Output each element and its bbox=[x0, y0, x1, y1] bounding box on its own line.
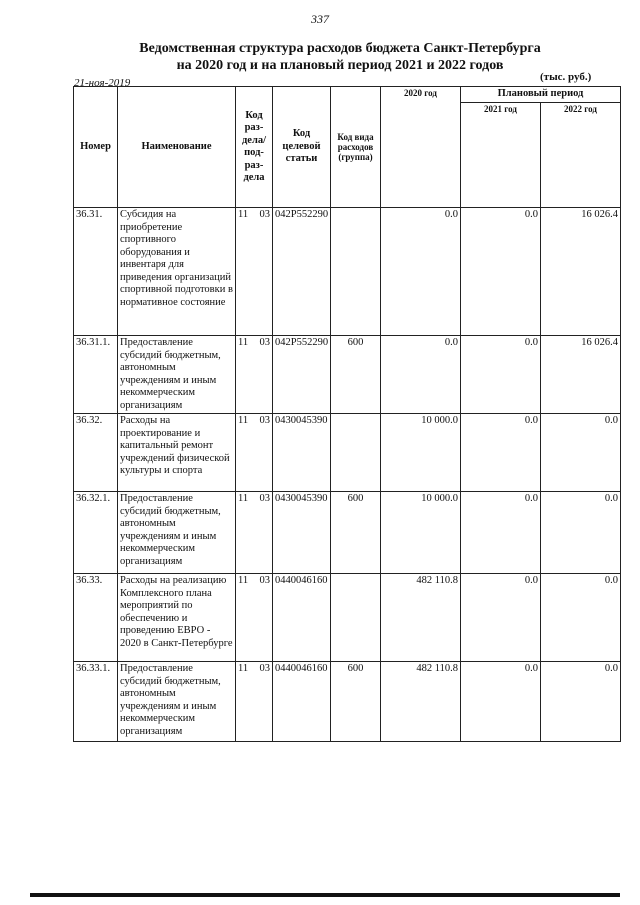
row-subsection-code: 03 bbox=[259, 415, 270, 426]
row-section bbox=[236, 574, 273, 662]
row-type bbox=[331, 414, 381, 492]
row-target: 042P552290 bbox=[273, 336, 331, 414]
row-subsection-code: 03 bbox=[259, 663, 270, 674]
row-2020: 10 000.0 bbox=[381, 492, 461, 574]
row-section-code: 11 bbox=[238, 415, 249, 426]
row-target: 0430045390 bbox=[273, 414, 331, 492]
row-name: Субсидия на приобретение спортивного оборудования и инвентаря для приведения организаций спортивной подготовки в нормативное состояние bbox=[118, 208, 236, 336]
row-2022: 0.0 bbox=[541, 414, 621, 492]
row-section bbox=[236, 662, 273, 742]
row-subsection-code: 03 bbox=[259, 209, 270, 220]
row-2021: 0.0 bbox=[461, 414, 541, 492]
row-2022: 0.0 bbox=[541, 574, 621, 662]
row-name: Предоставление субсидий бюджетным, автономным учреждениям и иным некоммерческим организациям bbox=[118, 492, 236, 574]
row-type bbox=[331, 208, 381, 336]
row-2020: 0.0 bbox=[381, 208, 461, 336]
row-section bbox=[236, 336, 273, 414]
col-header-2020: 2020 год bbox=[381, 87, 461, 208]
row-target: 0440046160 bbox=[273, 574, 331, 662]
row-subsection-code: 03 bbox=[259, 493, 270, 504]
row-target: 0440046160 bbox=[273, 662, 331, 742]
row-number: 36.31.1. bbox=[74, 336, 118, 414]
row-2020: 10 000.0 bbox=[381, 414, 461, 492]
table-row bbox=[74, 208, 621, 336]
row-name: Предоставление субсидий бюджетным, автономным учреждениям и иным некоммерческим организациям bbox=[118, 336, 236, 414]
row-section-code: 11 bbox=[238, 663, 249, 674]
row-section-code: 11 bbox=[238, 337, 249, 348]
row-section-code: 11 bbox=[238, 493, 249, 504]
row-name: Предоставление субсидий бюджетным, автономным учреждениям и иным некоммерческим организациям bbox=[118, 662, 236, 742]
row-2021: 0.0 bbox=[461, 336, 541, 414]
row-number: 36.32. bbox=[74, 414, 118, 492]
title-line-1: Ведомственная структура расходов бюджета Санкт-Петербурга bbox=[139, 41, 541, 56]
row-subsection-code: 03 bbox=[259, 337, 270, 348]
col-header-planned: Плановый период bbox=[461, 87, 621, 103]
row-2022: 16 026.4 bbox=[541, 336, 621, 414]
col-header-2022: 2022 год bbox=[541, 103, 621, 208]
row-target: 0430045390 bbox=[273, 492, 331, 574]
row-number: 36.31. bbox=[74, 208, 118, 336]
table-row bbox=[74, 414, 621, 492]
row-name: Расходы на проектирование и капитальный ремонт учреждений физической культуры и спорта bbox=[118, 414, 236, 492]
row-subsection-code: 03 bbox=[259, 575, 270, 586]
row-number: 36.32.1. bbox=[74, 492, 118, 574]
row-section-code: 11 bbox=[238, 575, 249, 586]
row-2021: 0.0 bbox=[461, 574, 541, 662]
row-2021: 0.0 bbox=[461, 492, 541, 574]
row-section bbox=[236, 492, 273, 574]
row-2022: 16 026.4 bbox=[541, 208, 621, 336]
row-type bbox=[331, 574, 381, 662]
row-type: 600 bbox=[331, 492, 381, 574]
col-header-name: Наименование bbox=[118, 87, 236, 208]
col-header-target: Код целевой статьи bbox=[273, 87, 331, 208]
row-2022: 0.0 bbox=[541, 492, 621, 574]
table-row bbox=[74, 492, 621, 574]
bottom-border-rule bbox=[30, 893, 620, 897]
row-name: Расходы на реализацию Комплексного плана мероприятий по обеспечению и проведению ЕВРО - 2020 в Санкт-Петербурге bbox=[118, 574, 236, 662]
row-2020: 482 110.8 bbox=[381, 574, 461, 662]
row-2021: 0.0 bbox=[461, 208, 541, 336]
row-2020: 482 110.8 bbox=[381, 662, 461, 742]
document-title bbox=[60, 40, 620, 74]
row-number: 36.33.1. bbox=[74, 662, 118, 742]
row-section bbox=[236, 414, 273, 492]
row-type: 600 bbox=[331, 662, 381, 742]
row-number: 36.33. bbox=[74, 574, 118, 662]
table-row bbox=[74, 662, 621, 742]
col-header-2021: 2021 год bbox=[461, 103, 541, 208]
row-2022: 0.0 bbox=[541, 662, 621, 742]
row-type: 600 bbox=[331, 336, 381, 414]
row-2021: 0.0 bbox=[461, 662, 541, 742]
page-number: 337 bbox=[311, 12, 329, 26]
row-section-code: 11 bbox=[238, 209, 249, 220]
row-target: 042P552290 bbox=[273, 208, 331, 336]
row-section bbox=[236, 208, 273, 336]
table-row bbox=[74, 574, 621, 662]
units-label: (тыс. руб.) bbox=[540, 71, 592, 83]
title-line-2: на 2020 год и на плановый период 2021 и 2022 годов bbox=[176, 58, 504, 73]
table-row bbox=[74, 336, 621, 414]
col-header-type: Код вида расходов (группа) bbox=[331, 87, 381, 208]
col-header-number: Номер bbox=[74, 87, 118, 208]
document-date: 21-ноя-2019 bbox=[74, 77, 131, 89]
row-2020: 0.0 bbox=[381, 336, 461, 414]
col-header-section: Код раз- дела/ под- раз- дела bbox=[236, 87, 273, 208]
budget-table bbox=[73, 86, 621, 742]
